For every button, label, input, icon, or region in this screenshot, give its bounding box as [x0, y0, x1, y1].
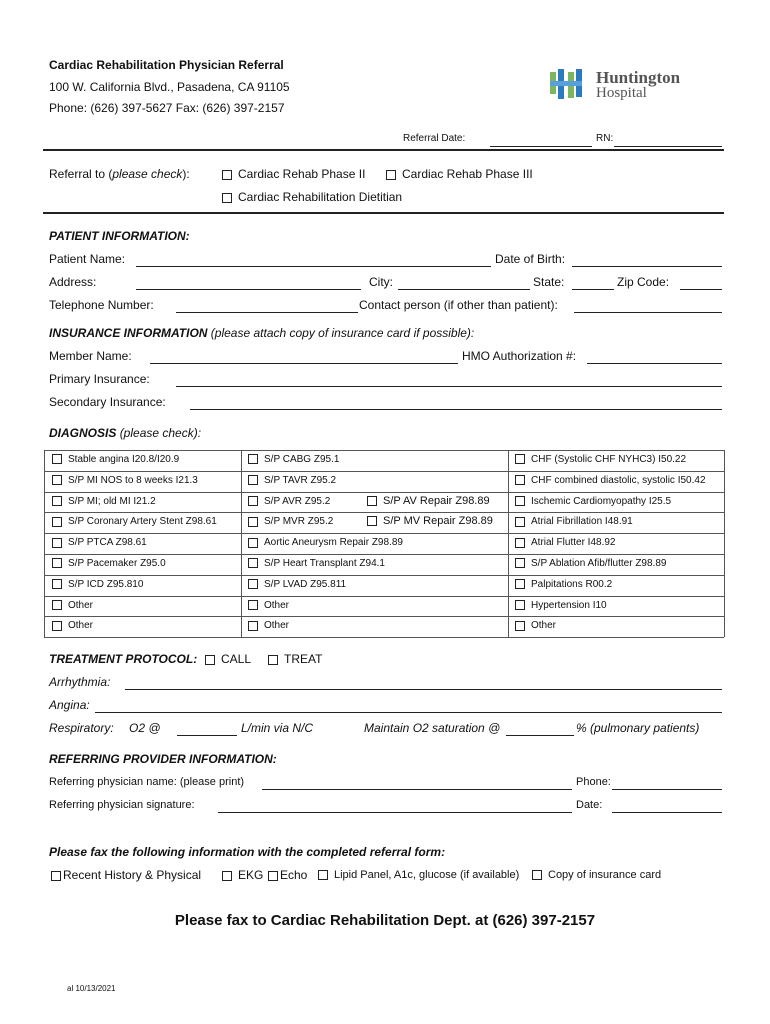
diagnosis-label: S/P AVR Z95.2	[264, 495, 331, 507]
diagnosis-option[interactable]	[52, 620, 93, 631]
diagnosis-option[interactable]	[248, 454, 339, 465]
diagnosis-label: S/P MI NOS to 8 weeks I21.3	[68, 474, 198, 486]
diagnosis-label: S/P Pacemaker Z95.0	[68, 558, 166, 569]
diagnosis-option[interactable]	[248, 537, 403, 548]
option-dietitian[interactable]: Cardiac Rehabilitation Dietitian	[222, 190, 402, 204]
hmo-field[interactable]	[587, 363, 722, 364]
diagnosis-option[interactable]	[52, 558, 166, 569]
diagnosis-option[interactable]	[248, 558, 385, 569]
checkbox-icon[interactable]	[248, 538, 258, 548]
o2-rate-field[interactable]	[177, 735, 237, 736]
logo-text-line2: Hospital	[596, 85, 647, 101]
checkbox-icon[interactable]	[222, 170, 232, 180]
diagnosis-option[interactable]	[52, 600, 93, 611]
checkbox-icon[interactable]	[248, 579, 258, 589]
checkbox-icon[interactable]	[52, 600, 62, 610]
diagnosis-option[interactable]	[248, 516, 333, 527]
checkbox-icon[interactable]	[52, 538, 62, 548]
dob-label: Date of Birth:	[495, 252, 566, 266]
hospital-address: 100 W. California Blvd., Pasadena, CA 91105	[49, 80, 290, 94]
diagnosis-label: Other	[264, 620, 290, 632]
diagnosis-label: S/P Ablation Afib/flutter Z98.89	[531, 558, 667, 569]
table-rule	[44, 450, 45, 637]
secondary-insurance-field[interactable]	[190, 409, 722, 410]
fax-item-echo[interactable]: Echo	[268, 868, 307, 882]
respiratory-label: Respiratory:	[49, 721, 114, 735]
diagnosis-label: Hypertension I10	[531, 599, 607, 611]
dob-field[interactable]	[572, 266, 722, 267]
diagnosis-heading: DIAGNOSIS (please check):	[49, 426, 202, 440]
diagnosis-label: Palpitations R00.2	[531, 578, 613, 590]
table-rule	[44, 596, 724, 597]
physician-signature-label: Referring physician signature:	[49, 799, 195, 811]
checkbox-icon[interactable]	[51, 871, 61, 881]
diagnosis-option[interactable]	[52, 579, 143, 590]
checkbox-icon[interactable]	[222, 193, 232, 203]
logo-text-line1: Huntington	[596, 68, 681, 87]
table-rule	[508, 450, 509, 637]
diagnosis-label: S/P MVR Z95.2	[264, 516, 334, 528]
phone-fax: Phone: (626) 397-5627 Fax: (626) 397-2157	[49, 101, 285, 115]
diagnosis-option[interactable]	[52, 496, 156, 507]
physician-name-field[interactable]	[262, 789, 572, 790]
treatment-heading: TREATMENT PROTOCOL:	[49, 652, 198, 666]
patient-name-field[interactable]	[136, 266, 491, 267]
provider-date-label: Date:	[576, 799, 603, 811]
diagnosis-label: S/P LVAD Z95.811	[264, 578, 347, 590]
diagnosis-option[interactable]	[248, 496, 330, 507]
fax-item-ekg[interactable]: EKG	[222, 868, 263, 882]
diagnosis-label: S/P Heart Transplant Z94.1	[264, 558, 385, 569]
zip-field[interactable]	[680, 289, 722, 290]
city-label: City:	[369, 275, 393, 289]
checkbox-icon[interactable]	[248, 558, 258, 568]
rn-label: RN:	[596, 133, 614, 144]
checkbox-icon[interactable]	[515, 517, 525, 527]
referral-to-label: Referral to (please check):	[49, 167, 190, 181]
contact-label: Contact person (if other than patient):	[359, 298, 558, 312]
primary-insurance-label: Primary Insurance:	[49, 372, 150, 386]
checkbox-icon[interactable]	[268, 655, 278, 665]
fax-item-lipid[interactable]: Lipid Panel, A1c, glucose (if available)	[318, 869, 519, 881]
checkbox-icon[interactable]	[52, 579, 62, 589]
diagnosis-option[interactable]	[515, 496, 671, 507]
fax-instruction: Please fax the following information with the completed referral form:	[49, 845, 446, 859]
checkbox-icon[interactable]	[367, 496, 377, 506]
patient-heading: PATIENT INFORMATION:	[49, 229, 190, 243]
checkbox-icon[interactable]	[248, 621, 258, 631]
diagnosis-label: Other	[68, 599, 94, 611]
diagnosis-option[interactable]	[248, 620, 289, 631]
divider	[43, 149, 724, 151]
fax-footer: Please fax to Cardiac Rehabilitation Dept. at (626) 397-2157	[174, 912, 596, 929]
diagnosis-option[interactable]	[248, 475, 336, 486]
checkbox-icon[interactable]	[532, 870, 542, 880]
diagnosis-label: S/P MV Repair Z98.89	[383, 515, 493, 528]
checkbox-icon[interactable]	[515, 558, 525, 568]
checkbox-icon[interactable]	[515, 454, 525, 464]
checkbox-icon[interactable]	[248, 517, 258, 527]
patient-name-label: Patient Name:	[49, 252, 126, 266]
diagnosis-option[interactable]	[367, 515, 493, 527]
call-option[interactable]: CALL	[205, 652, 251, 666]
angina-field[interactable]	[95, 712, 722, 713]
checkbox-icon[interactable]	[205, 655, 215, 665]
fax-item-history[interactable]: Recent History & Physical	[51, 868, 201, 882]
lmin-label: L/min via N/C	[241, 721, 314, 735]
diagnosis-option[interactable]	[248, 579, 346, 590]
checkbox-icon[interactable]	[515, 496, 525, 506]
checkbox-icon[interactable]	[515, 579, 525, 589]
pulmonary-label: % (pulmonary patients)	[576, 721, 700, 735]
member-name-field[interactable]	[150, 363, 458, 364]
primary-insurance-field[interactable]	[176, 386, 722, 387]
contact-field[interactable]	[574, 312, 722, 313]
checkbox-icon[interactable]	[248, 600, 258, 610]
diagnosis-option[interactable]	[515, 600, 607, 611]
diagnosis-label: S/P TAVR Z95.2	[264, 474, 337, 486]
member-name-label: Member Name:	[49, 349, 132, 363]
checkbox-icon[interactable]	[52, 475, 62, 485]
form-title: Cardiac Rehabilitation Physician Referral	[49, 58, 284, 72]
telephone-label: Telephone Number:	[49, 298, 154, 312]
checkbox-icon[interactable]	[386, 170, 396, 180]
diagnosis-option[interactable]	[52, 454, 179, 465]
table-rule	[44, 492, 724, 493]
diagnosis-label: Stable angina I20.8/I20.9	[68, 454, 180, 465]
table-rule	[44, 637, 724, 638]
diagnosis-label: CHF combined diastolic, systolic I50.42	[531, 474, 706, 486]
diagnosis-option[interactable]	[248, 600, 289, 611]
table-rule	[241, 450, 242, 637]
checkbox-icon[interactable]	[52, 558, 62, 568]
option-phase-iii[interactable]: Cardiac Rehab Phase III	[386, 167, 533, 181]
diagnosis-label: S/P Coronary Artery Stent Z98.61	[68, 516, 217, 528]
zip-label: Zip Code:	[617, 275, 670, 289]
telephone-field[interactable]	[176, 312, 358, 313]
checkbox-icon[interactable]	[515, 600, 525, 610]
referral-date-field[interactable]	[490, 146, 592, 147]
provider-phone-field[interactable]	[612, 789, 722, 790]
checkbox-icon[interactable]	[248, 475, 258, 485]
city-field[interactable]	[398, 289, 530, 290]
referral-date-label: Referral Date:	[403, 133, 466, 144]
checkbox-icon[interactable]	[248, 496, 258, 506]
provider-phone-label: Phone:	[576, 776, 611, 788]
diagnosis-label: Atrial Flutter I48.92	[531, 537, 616, 549]
diagnosis-label: S/P PTCA Z98.61	[68, 537, 147, 549]
diagnosis-option[interactable]	[515, 475, 706, 486]
checkbox-icon[interactable]	[52, 454, 62, 464]
diagnosis-label: Other	[531, 620, 557, 632]
table-rule	[724, 450, 725, 637]
state-label: State:	[533, 275, 565, 289]
hospital-logo	[548, 68, 708, 102]
divider	[43, 212, 724, 214]
diagnosis-option[interactable]	[515, 454, 686, 465]
arrhythmia-label: Arrhythmia:	[49, 675, 111, 689]
provider-date-field[interactable]	[612, 812, 722, 813]
address-label: Address:	[49, 275, 97, 289]
diagnosis-option[interactable]	[515, 537, 615, 548]
arrhythmia-field[interactable]	[125, 689, 722, 690]
diagnosis-label: Aortic Aneurysm Repair Z98.89	[264, 537, 403, 549]
diagnosis-label: S/P MI; old MI I21.2	[68, 495, 156, 507]
maintain-label: Maintain O2 saturation @	[364, 721, 501, 735]
table-rule	[44, 616, 724, 617]
diagnosis-label: S/P ICD Z95.810	[68, 578, 144, 590]
table-rule	[44, 533, 724, 534]
diagnosis-label: Ischemic Cardiomyopathy I25.5	[531, 495, 672, 507]
diagnosis-option[interactable]	[515, 516, 633, 527]
diagnosis-label: S/P CABG Z95.1	[264, 454, 340, 465]
table-rule	[44, 554, 724, 555]
checkbox-icon[interactable]	[268, 871, 278, 881]
checkbox-icon[interactable]	[222, 871, 232, 881]
address-field[interactable]	[136, 289, 361, 290]
insurance-heading: INSURANCE INFORMATION (please attach copy of insurance card if possible):	[49, 326, 475, 340]
table-rule	[44, 450, 724, 451]
table-rule	[44, 512, 724, 513]
provider-heading: REFERRING PROVIDER INFORMATION:	[49, 752, 277, 766]
checkbox-icon[interactable]	[52, 496, 62, 506]
diagnosis-label: CHF (Systolic CHF NYHC3) I50.22	[531, 454, 687, 465]
checkbox-icon[interactable]	[248, 454, 258, 464]
diagnosis-option[interactable]	[367, 495, 490, 507]
diagnosis-option[interactable]	[52, 516, 217, 527]
logo-mark-icon	[548, 68, 590, 102]
physician-name-label: Referring physician name: (please print)	[49, 776, 245, 788]
physician-signature-field[interactable]	[218, 812, 572, 813]
checkbox-icon[interactable]	[515, 621, 525, 631]
state-field[interactable]	[572, 289, 614, 290]
version-stamp: al 10/13/2021	[67, 984, 116, 993]
hmo-label: HMO Authorization #:	[462, 349, 577, 363]
table-rule	[44, 471, 724, 472]
diagnosis-option[interactable]	[52, 537, 147, 548]
diagnosis-option[interactable]	[515, 579, 612, 590]
fax-item-insurance-card[interactable]: Copy of insurance card	[532, 869, 661, 881]
checkbox-icon[interactable]	[52, 517, 62, 527]
diagnosis-option[interactable]	[515, 558, 666, 569]
diagnosis-label: S/P AV Repair Z98.89	[383, 494, 490, 507]
treat-option[interactable]: TREAT	[268, 652, 322, 666]
saturation-field[interactable]	[506, 735, 574, 736]
checkbox-icon[interactable]	[515, 538, 525, 548]
table-rule	[44, 575, 724, 576]
diagnosis-option[interactable]	[515, 620, 556, 631]
rn-field[interactable]	[614, 146, 722, 147]
diagnosis-option[interactable]	[52, 475, 198, 486]
secondary-insurance-label: Secondary Insurance:	[49, 395, 166, 409]
checkbox-icon[interactable]	[367, 516, 377, 526]
o2-label: O2 @	[129, 721, 161, 735]
diagnosis-label: Other	[264, 599, 290, 611]
diagnosis-label: Atrial Fibrillation I48.91	[531, 516, 633, 528]
checkbox-icon[interactable]	[318, 870, 328, 880]
diagnosis-label: Other	[68, 620, 94, 632]
checkbox-icon[interactable]	[515, 475, 525, 485]
option-phase-ii[interactable]: Cardiac Rehab Phase II	[222, 167, 365, 181]
checkbox-icon[interactable]	[52, 621, 62, 631]
angina-label: Angina:	[49, 698, 90, 712]
